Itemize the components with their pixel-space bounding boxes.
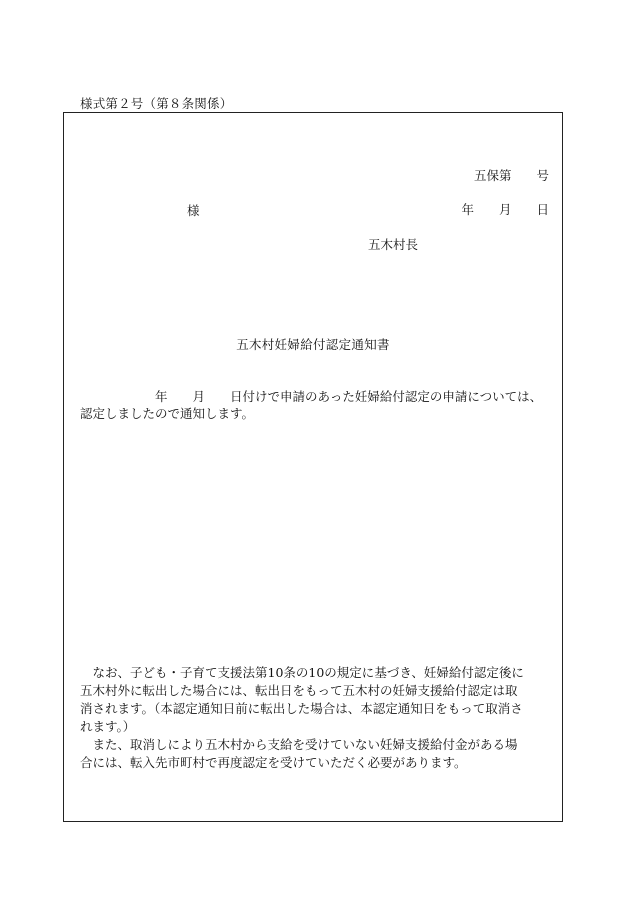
form-number-label: 様式第２号（第８条関係） — [80, 96, 233, 111]
note-line-2: 五木村外に転出した場合には、転出日をもって五木村の妊婦支援給付認定は取 — [80, 683, 518, 698]
note-line-1: なお、子ども・子育て支援法第10条の10の規定に基づき、妊婦給付認定後に — [80, 665, 524, 680]
document-date: 年 月 日 — [461, 202, 549, 217]
body-line-1: 年 月 日付けで申請のあった妊婦給付認定の申請については、 — [80, 389, 543, 404]
note-line-3: 消されます。（本認定通知日前に転出した場合は、本認定通知日をもって取消さ — [80, 701, 523, 716]
note-line-6: 合には、転入先市町村で再度認定を受けていただく必要があります。 — [80, 755, 467, 770]
document-title: 五木村妊婦給付認定通知書 — [236, 337, 390, 352]
body-line-2: 認定しましたので通知します。 — [80, 406, 255, 421]
note-line-4: れます。） — [80, 719, 136, 734]
note-line-5: また、取消しにより五木村から支給を受けていない妊婦支援給付金がある場 — [80, 737, 518, 752]
addressee: 様 — [187, 203, 200, 218]
document-number: 五保第 号 — [473, 168, 549, 183]
body-text — [80, 388, 554, 422]
issuer: 五木村長 — [368, 237, 419, 252]
document-frame — [63, 112, 563, 822]
note-section — [80, 664, 556, 772]
document-number-block — [446, 150, 549, 235]
